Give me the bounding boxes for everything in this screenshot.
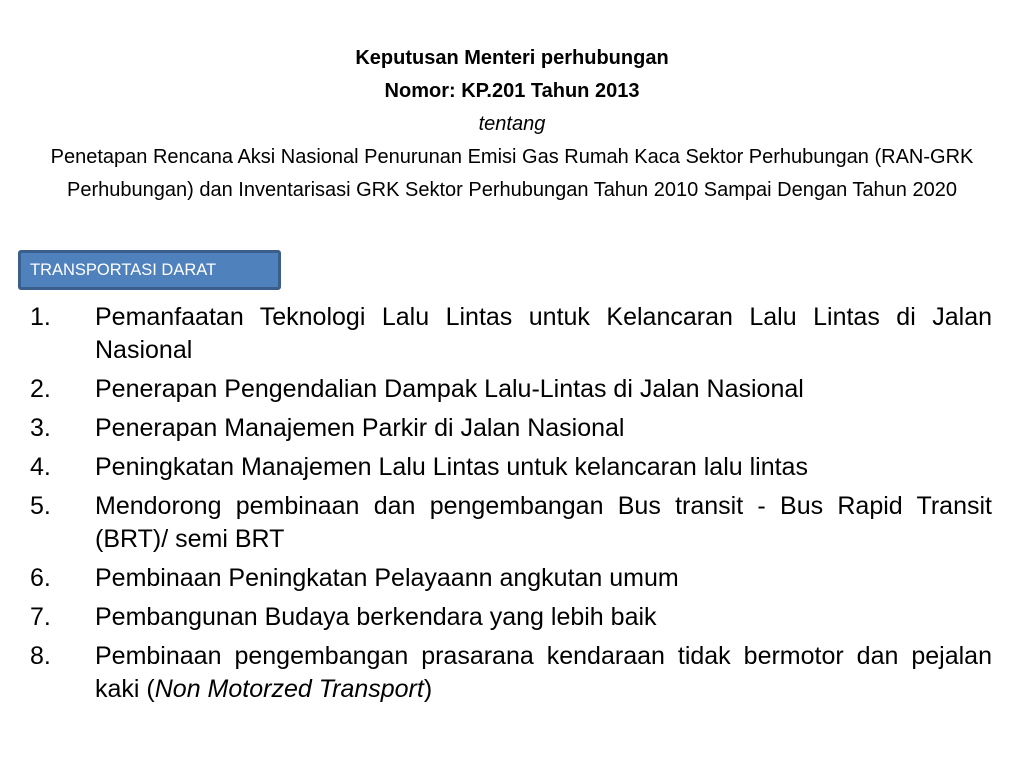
- list-item: [30, 562, 992, 595]
- decree-description: Penetapan Rencana Aksi Nasional Penurunan Emisi Gas Rumah Kaca Sektor Perhubungan (RAN-GRK Perhubungan) dan Inventarisasi GRK Sektor Perhubungan Tahun 2010 Sampai Dengan Tahun 2020: [50, 146, 974, 201]
- list-item-number: 3.: [30, 414, 51, 442]
- list-item-text-part: Pembinaan pengembangan prasarana kendaraan tidak bermotor dan pejalan kaki (: [95, 642, 992, 703]
- list-item-text: Peningkatan Manajemen Lalu Lintas untuk kelancaran lalu lintas: [95, 453, 808, 481]
- list-item: [30, 490, 992, 556]
- list-item-number: 2.: [30, 375, 51, 403]
- list-item-number: 8.: [30, 642, 51, 670]
- list-item: [30, 601, 992, 634]
- list-item: [30, 412, 992, 445]
- list-item: [30, 451, 992, 484]
- decree-about: tentang: [478, 113, 546, 135]
- decree-title: Keputusan Menteri perhubungan: [355, 47, 669, 69]
- list-item: [30, 373, 992, 406]
- list-item-number: 7.: [30, 603, 51, 631]
- list-item-text: Pembinaan Peningkatan Pelayaann angkutan umum: [95, 564, 679, 592]
- list-item: [30, 301, 992, 367]
- action-list: [30, 301, 992, 712]
- list-item-text: Pembangunan Budaya berkendara yang lebih baik: [95, 603, 657, 631]
- list-item-text: Penerapan Manajemen Parkir di Jalan Nasional: [95, 414, 625, 442]
- list-item-number: 4.: [30, 453, 51, 481]
- list-item-text-part: ): [423, 675, 433, 703]
- list-item-number: 1.: [30, 303, 51, 331]
- slide-header: [0, 42, 1024, 207]
- list-item-text: Pemanfaatan Teknologi Lalu Lintas untuk Kelancaran Lalu Lintas di Jalan Nasional: [95, 303, 992, 364]
- category-badge: TRANSPORTASI DARAT: [18, 250, 281, 290]
- decree-number: Nomor: KP.201 Tahun 2013: [384, 80, 640, 102]
- list-item-text: [95, 640, 992, 706]
- list-item-number: 5.: [30, 492, 51, 520]
- list-item: [30, 640, 992, 706]
- list-item-text-italic: Non Motorzed Transport: [154, 675, 424, 703]
- list-item-text: Mendorong pembinaan dan pengembangan Bus transit - Bus Rapid Transit (BRT)/ semi BRT: [95, 492, 992, 553]
- list-item-number: 6.: [30, 564, 51, 592]
- list-item-text: Penerapan Pengendalian Dampak Lalu-Lintas di Jalan Nasional: [95, 375, 804, 403]
